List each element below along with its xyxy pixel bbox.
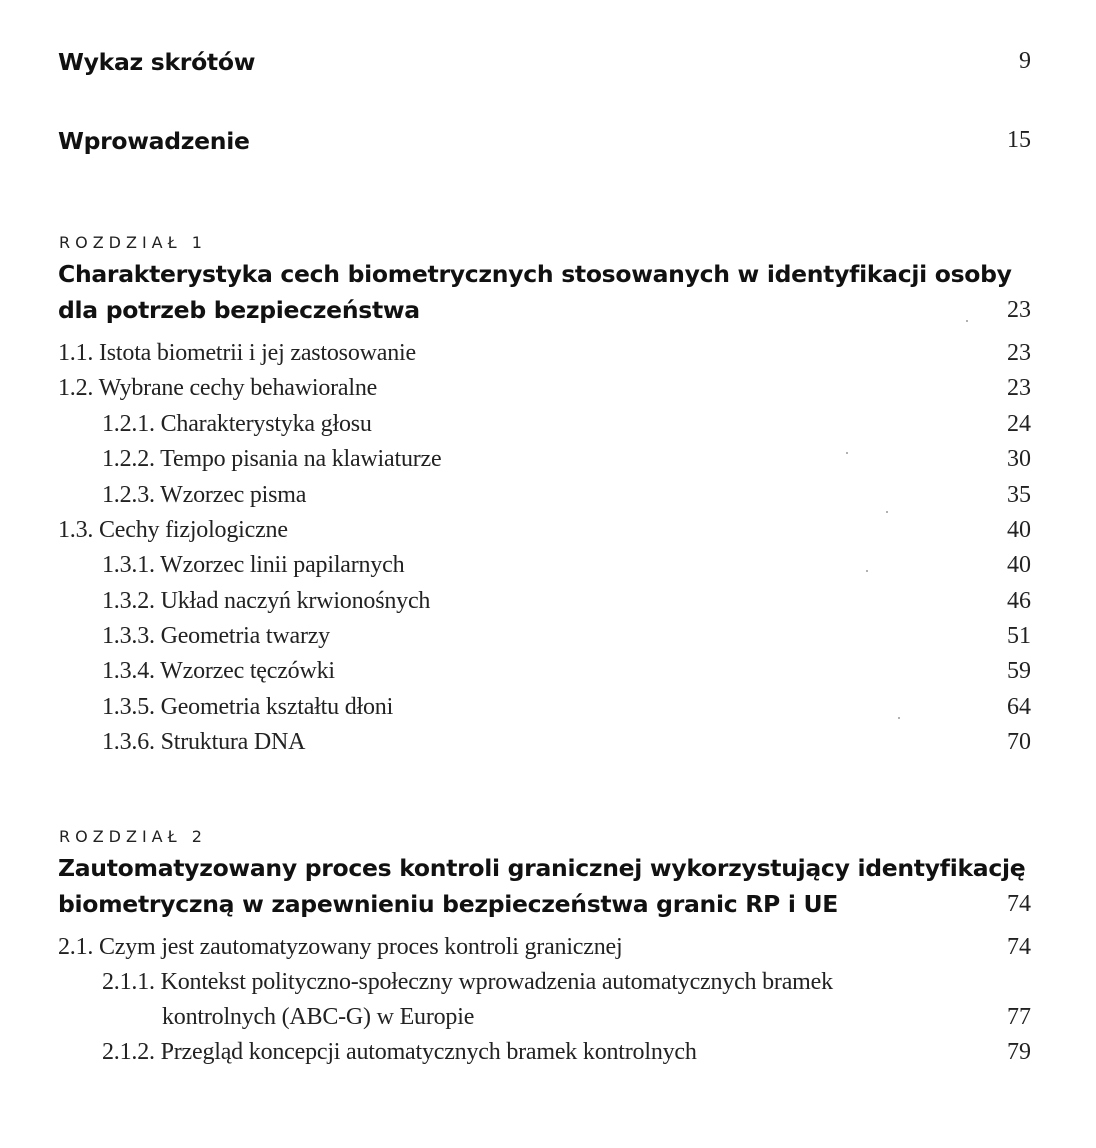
toc-entry-page: 64 bbox=[1007, 694, 1031, 720]
toc-abbreviations-page: 9 bbox=[1019, 48, 1031, 74]
toc-entry-page: 23 bbox=[1007, 375, 1031, 401]
toc-entry-title: 1.3.2. Układ naczyń krwionośnych bbox=[102, 588, 431, 614]
toc-introduction-page: 15 bbox=[1007, 127, 1031, 153]
toc-entry-page: 35 bbox=[1007, 482, 1031, 508]
chapter1-page: 23 bbox=[1007, 297, 1031, 323]
toc-entry-title: 1.3.1. Wzorzec linii papilarnych bbox=[102, 552, 405, 578]
toc-entry-title: 1.1. Istota biometrii i jej zastosowanie bbox=[58, 340, 416, 366]
toc-entry-page: 24 bbox=[1007, 411, 1031, 437]
toc-entry-page: 40 bbox=[1007, 552, 1031, 578]
toc-entry-page: 30 bbox=[1007, 446, 1031, 472]
toc-entry-page: 46 bbox=[1007, 588, 1031, 614]
toc-entry-page: 51 bbox=[1007, 623, 1031, 649]
chapter2-title-line2: biometryczną w zapewnieniu bezpieczeństwa granic RP i UE bbox=[58, 890, 839, 918]
toc-introduction-title: Wprowadzenie bbox=[58, 127, 250, 155]
toc-entry-title: 1.3. Cechy fizjologiczne bbox=[58, 517, 288, 543]
toc-entry-page: 70 bbox=[1007, 729, 1031, 755]
chapter2-page: 74 bbox=[1007, 891, 1031, 917]
toc-entry-title: 2.1.2. Przegląd koncepcji automatycznych bramek kontrolnych bbox=[102, 1039, 697, 1065]
toc-entry-title: 1.3.6. Struktura DNA bbox=[102, 729, 306, 755]
toc-entry-title: 1.3.3. Geometria twarzy bbox=[102, 623, 330, 649]
chapter1-label: ROZDZIAŁ 1 bbox=[59, 233, 207, 252]
toc-entry-title: 1.2.3. Wzorzec pisma bbox=[102, 482, 307, 508]
toc-entry-page: 77 bbox=[1007, 1004, 1031, 1030]
chapter1-title-line1: Charakterystyka cech biometrycznych stosowanych w identyfikacji osoby bbox=[58, 260, 1012, 288]
toc-entry-page: 59 bbox=[1007, 658, 1031, 684]
toc-entry-page: 74 bbox=[1007, 934, 1031, 960]
scan-speck bbox=[866, 570, 868, 572]
toc-entry-title: kontrolnych (ABC-G) w Europie bbox=[162, 1004, 475, 1030]
toc-entry-title: 1.3.4. Wzorzec tęczówki bbox=[102, 658, 335, 684]
toc-entry-page: 79 bbox=[1007, 1039, 1031, 1065]
toc-abbreviations-title: Wykaz skrótów bbox=[58, 48, 256, 76]
toc-entry-title: 1.3.5. Geometria kształtu dłoni bbox=[102, 694, 394, 720]
scan-speck bbox=[966, 320, 968, 322]
toc-entry-title: 1.2.1. Charakterystyka głosu bbox=[102, 411, 372, 437]
chapter2-label: ROZDZIAŁ 2 bbox=[59, 827, 207, 846]
scan-speck bbox=[846, 452, 848, 454]
toc-entry-page: 40 bbox=[1007, 517, 1031, 543]
chapter2-title-line1: Zautomatyzowany proces kontroli granicznej wykorzystujący identyfikację bbox=[58, 854, 1026, 882]
toc-entry-title: 2.1. Czym jest zautomatyzowany proces kontroli granicznej bbox=[58, 934, 623, 960]
toc-entry-title: 1.2. Wybrane cechy behawioralne bbox=[58, 375, 378, 401]
toc-entry-title: 2.1.1. Kontekst polityczno-społeczny wprowadzenia automatycznych bramek bbox=[102, 969, 833, 995]
toc-entry-title: 1.2.2. Tempo pisania na klawiaturze bbox=[102, 446, 442, 472]
scan-speck bbox=[886, 511, 888, 513]
chapter1-title-line2: dla potrzeb bezpieczeństwa bbox=[58, 296, 420, 324]
toc-entry-page: 23 bbox=[1007, 340, 1031, 366]
scan-speck bbox=[898, 717, 900, 719]
